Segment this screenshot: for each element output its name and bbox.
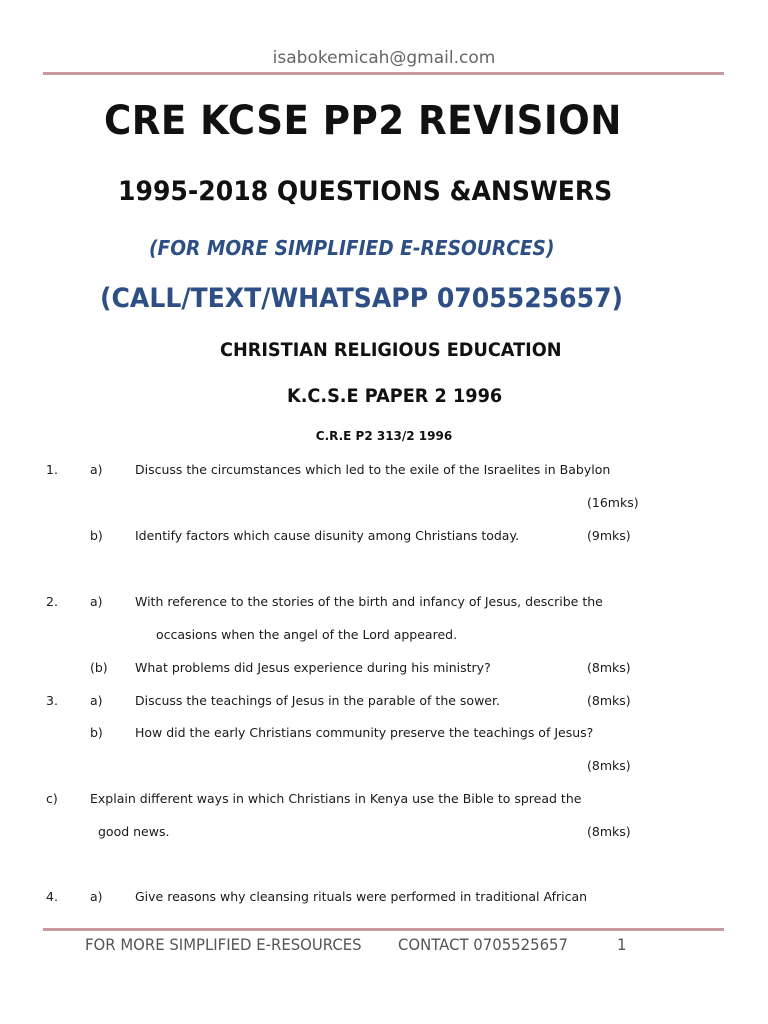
footer-contact: CONTACT 0705525657 — [398, 935, 568, 954]
header-divider — [43, 72, 724, 75]
question-text-continued: good news. — [98, 824, 170, 839]
question-marks: (8mks) — [587, 824, 631, 839]
question-text: Identify factors which cause disunity among Christians today. — [135, 528, 520, 543]
question-text-continued: occasions when the angel of the Lord appeared. — [156, 627, 458, 642]
contact-text: (CALL/TEXT/WHATSAPP 0705525657) — [100, 283, 624, 314]
question-marks: (8mks) — [587, 758, 631, 773]
question-part-label: b) — [90, 528, 103, 543]
paper-heading: K.C.S.E PAPER 2 1996 — [287, 385, 503, 407]
question-number: 4. — [46, 889, 58, 904]
question-part-label: a) — [90, 594, 103, 609]
question-text: With reference to the stories of the birth and infancy of Jesus, describe the — [135, 594, 603, 609]
header-email: isabokemicah@gmail.com — [272, 48, 496, 68]
question-marks: (9mks) — [587, 528, 631, 543]
question-marks: (8mks) — [587, 660, 631, 675]
question-part-label: b) — [90, 725, 103, 740]
question-text: Discuss the circumstances which led to the exile of the Israelites in Babylon — [135, 462, 611, 477]
question-number: 3. — [46, 693, 58, 708]
paper-code: C.R.E P2 313/2 1996 — [315, 429, 453, 443]
question-number: 2. — [46, 594, 58, 609]
question-part-label: a) — [90, 462, 103, 477]
page-subtitle: 1995-2018 QUESTIONS &ANSWERS — [118, 176, 613, 207]
question-text: How did the early Christians community preserve the teachings of Jesus? — [135, 725, 594, 740]
question-number: 1. — [46, 462, 58, 477]
question-part-label: c) — [46, 791, 58, 806]
question-text: Discuss the teachings of Jesus in the parable of the sower. — [135, 693, 500, 708]
question-marks: (16mks) — [587, 495, 639, 510]
question-text: Give reasons why cleansing rituals were performed in traditional African — [135, 889, 588, 904]
question-part-label: a) — [90, 693, 103, 708]
page-number: 1 — [617, 935, 627, 954]
question-part-label: a) — [90, 889, 103, 904]
footer-divider — [43, 928, 724, 931]
question-text: Explain different ways in which Christians in Kenya use the Bible to spread the — [90, 791, 582, 806]
footer-promo: FOR MORE SIMPLIFIED E-RESOURCES — [85, 935, 362, 954]
question-marks: (8mks) — [587, 693, 631, 708]
subject-heading: CHRISTIAN RELIGIOUS EDUCATION — [220, 339, 562, 361]
question-text: What problems did Jesus experience during his ministry? — [135, 660, 491, 675]
question-part-label: (b) — [90, 660, 108, 675]
promo-text: (FOR MORE SIMPLIFIED E-RESOURCES) — [149, 236, 555, 260]
page-title: CRE KCSE PP2 REVISION — [104, 98, 622, 144]
